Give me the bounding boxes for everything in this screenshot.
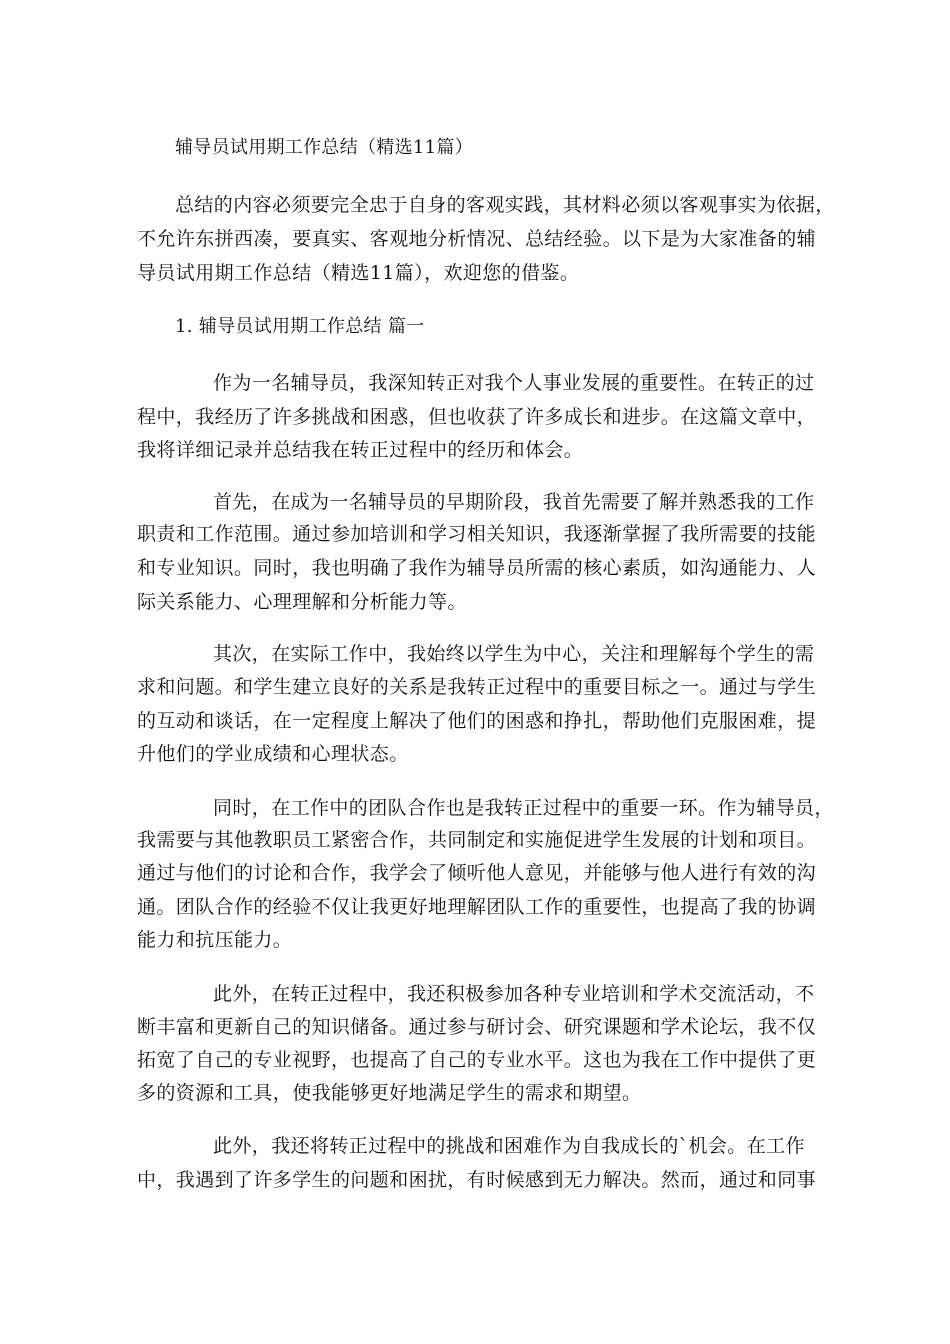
paragraph-line: 我需要与其他教职员工紧密合作，共同制定和实施促进学生发展的计划和项目。 — [137, 829, 817, 851]
paragraph-line: 总结的内容必须要完全忠于自身的客观实践，其材料必须以客观事实为依据， — [175, 194, 835, 216]
paragraph-line: 作为一名辅导员，我深知转正对我个人事业发展的重要性。在转正的过 — [213, 372, 815, 394]
paragraph-line: 此外，我还将转正过程中的挑战和困难作为自我成长的`机会。在工作 — [213, 1135, 805, 1157]
paragraph-line: 首先，在成为一名辅导员的早期阶段，我首先需要了解并熟悉我的工作 — [213, 491, 815, 513]
paragraph-line: 不允许东拼西凑，要真实、客观地分析情况、总结经验。以下是为大家准备的辅 — [137, 228, 817, 250]
paragraph-line: 断丰富和更新自己的知识储备。通过参与研讨会、研究课题和学术论坛，我不仅 — [137, 1016, 817, 1038]
paragraph-line: 的互动和谈话，在一定程度上解决了他们的困惑和挣扎，帮助他们克服困难，提 — [137, 710, 817, 732]
paragraph-line: 和专业知识。同时，我也明确了我作为辅导员所需的核心素质，如沟通能力、人 — [137, 557, 817, 579]
paragraph-line: 际关系能力、心理理解和分析能力等。 — [137, 591, 467, 613]
paragraph-line: 通。团队合作的经验不仅让我更好地理解团队工作的重要性，也提高了我的协调 — [137, 896, 817, 918]
paragraph-line: 职责和工作范围。通过参加培训和学习相关知识，我逐渐掌握了我所需要的技能 — [137, 523, 817, 545]
paragraph-line: 此外，在转正过程中，我还积极参加各种专业培训和学术交流活动，不 — [213, 983, 815, 1005]
paragraph-line: 能力和抗压能力。 — [137, 929, 293, 951]
document-title: 辅导员试用期工作总结（精选11篇） — [175, 137, 474, 158]
paragraph-line: 程中，我经历了许多挑战和困惑，但也收获了许多成长和进步。在这篇文章中， — [137, 406, 817, 428]
paragraph-line: 升他们的学业成绩和心理状态。 — [137, 743, 409, 765]
section-heading: 1. 辅导员试用期工作总结 篇一 — [175, 316, 425, 337]
paragraph-line: 拓宽了自己的专业视野，也提高了自己的专业水平。这也为我在工作中提供了更 — [137, 1049, 817, 1071]
paragraph-line: 我将详细记录并总结我在转正过程中的经历和体会。 — [137, 439, 584, 461]
paragraph-line: 通过与他们的讨论和合作，我学会了倾听他人意见，并能够与他人进行有效的沟 — [137, 862, 817, 884]
paragraph-line: 导员试用期工作总结（精选11篇），欢迎您的借鉴。 — [137, 262, 580, 284]
paragraph-line: 中，我遇到了许多学生的问题和困扰，有时候感到无力解决。然而，通过和同事 — [137, 1169, 817, 1191]
paragraph-line: 同时，在工作中的团队合作也是我转正过程中的重要一环。作为辅导员， — [213, 797, 834, 819]
paragraph-line: 其次，在实际工作中，我始终以学生为中心，关注和理解每个学生的需 — [213, 643, 815, 665]
paragraph-line: 求和问题。和学生建立良好的关系是我转正过程中的重要目标之一。通过与学生 — [137, 676, 817, 698]
paragraph-line: 多的资源和工具，使我能够更好地满足学生的需求和期望。 — [137, 1082, 642, 1104]
